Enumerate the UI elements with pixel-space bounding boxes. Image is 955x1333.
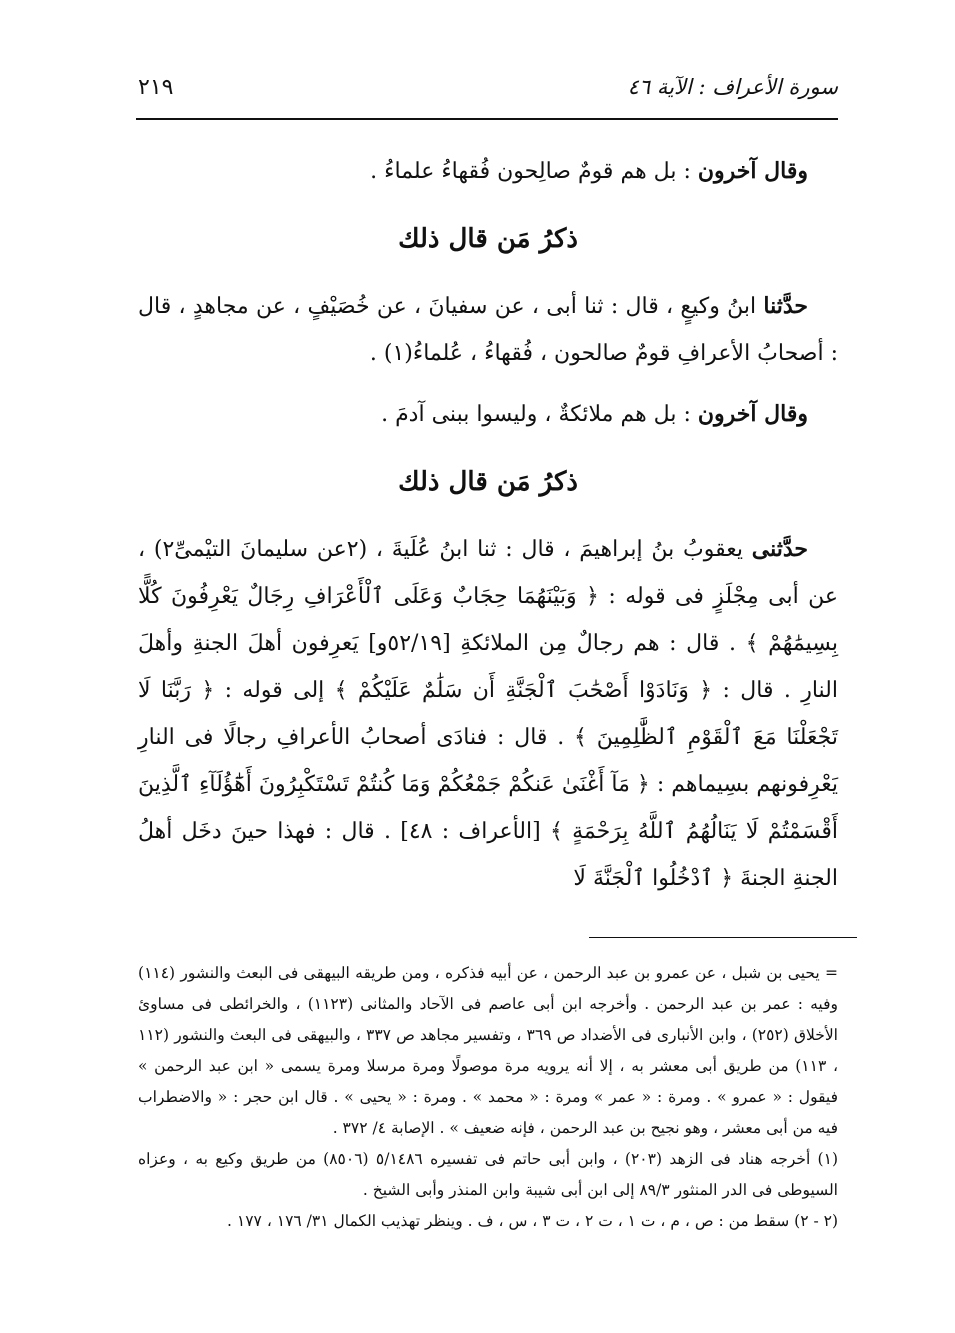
page-number: ٢١٩ — [138, 74, 174, 100]
page-header — [138, 62, 838, 112]
paragraph-3-lead: وقال آخرون — [697, 401, 808, 427]
paragraph-2 — [138, 283, 838, 377]
section-heading-1: ذكرُ مَن قال ذلك — [398, 224, 578, 254]
section-heading-2: ذكرُ مَن قال ذلك — [398, 467, 578, 497]
main-text — [138, 148, 838, 902]
paragraph-1 — [138, 148, 838, 195]
running-title: سورة الأعراف : الآية ٤٦ — [627, 75, 838, 99]
header-rule — [136, 118, 838, 120]
footnote-rule — [589, 937, 857, 938]
footnote-2: (٢ - ٢) سقط من : ص ، م ، ت ١ ، ت ٢ ، ت ٣ ، س ، ف . وينظر تهذيب الكمال ٣١/ ١٧٦ ، ١٧٧ . — [227, 1212, 838, 1230]
paragraph-3-text: : بل هم ملائكةٌ ، وليسوا ببنى آدمَ . — [381, 402, 691, 427]
paragraph-4-text: يعقوبُ بنُ إبراهيمَ ، قال : ثنا ابنُ عُلَيةَ ، (٢عن سليمانَ التيْمىِّ٢) ، عن أبى مِجْلَزٍ فى قوله : ﴿ وَبَيْنَهُمَا حِجَابٌ وَعَلَى ٱلْأَعْرَافِ رِجَالٌ يَعْرِفُونَ كُلًّا بِسِيمَٰهُمْ ﴾ . قال : هم رجالٌ مِن الملائكةِ [٥٢/١٩و] يَعرِفون أهلَ الجنةِ وأهلَ النارِ . قال : ﴿ وَنَادَوْا أَصْحَٰبَ ٱلْجَنَّةِ أَن سَلَٰمٌ عَلَيْكُمْ ﴾ إلى قوله : ﴿ رَبَّنَا لَا تَجْعَلْنَا مَعَ ٱلْقَوْمِ ٱلظَّٰلِمِينَ ﴾ . قال : فنادَى أصحابُ الأعرافِ رجالًا فى النارِ يَعْرِفونهم بسِيماهم : ﴿ مَآ أَغْنَىٰ عَنكُمْ جَمْعُكُمْ وَمَا كُنتُمْ تَسْتَكْبِرُونَ أَهَٰٓؤُلَآءِ ٱلَّذِينَ أَقْسَمْتُمْ لَا يَنَالُهُمُ ٱللَّهُ بِرَحْمَةٍ ﴾ [الأعراف : ٤٨] . قال : فهذا حينَ دخَل أهلُ الجنةِ الجنةَ ﴿ ٱدْخُلُوا ٱلْجَنَّةَ لَا — [138, 537, 838, 891]
paragraph-4 — [138, 526, 838, 902]
paragraph-1-lead: وقال آخرون — [697, 158, 808, 184]
footnotes — [138, 958, 838, 1237]
paragraph-4-lead: حدَّثنى — [751, 536, 808, 562]
paragraph-2-text: ابنُ وكيعٍ ، قال : ثنا أبى ، عن سفيانَ ، عن خُصَيْفٍ ، عن مجاهدٍ ، قال : أصحابُ الأعرافِ قومٌ صالحون ، فُقهاءُ ، عُلماءُ(١) . — [138, 294, 838, 366]
footnote-1: (١) أخرجه هناد فى الزهد (٢٠٣) ، وابن أبى حاتم فى تفسيره ٥/١٤٨٦ (٨٥٠٦) من طريق وكيع به ، وعزاه السيوطى فى الدر المنثور ٨٩/٣ إلى ابن أبى شيبة وابن المنذر وأبى الشيخ . — [138, 1150, 838, 1199]
paragraph-2-lead: حدَّثنا — [763, 293, 808, 319]
footnote-continued: = يحيى بن شبل ، عن عمرو بن عبد الرحمن ، عن أبيه فذكره ، ومن طريقه البيهقى فى البعث والنشور (١١٤) وفيه : عمر بن عبد الرحمن . وأخرجه ابن أبى عاصم فى الآحاد والمثانى (١١٢٣) ، والخرائطى فى مساوئ الأخلاق (٢٥٢) ، وابن الأنبارى فى الأضداد ص ٣٦٩ ، وتفسير مجاهد ص ٣٣٧ ، والبيهقى فى البعث والنشور (١١٢ ، ١١٣) من طريق أبى معشر به ، إلا أنه يرويه مرة موصولًا ومرة مرسلا ومرة يسمى « ابن عبد الرحمن » فيقول : « عمرو » . ومرة : « عمر » ومرة : « محمد » . ومرة : « يحيى » . قال ابن حجر : « والاضطراب فيه من أبى معشر ، وهو نجيح بن عبد الرحمن ، فإنه ضعيف » . الإصابة ٤/ ٣٧٢ . — [138, 964, 838, 1137]
paragraph-3 — [138, 391, 838, 438]
paragraph-1-text: : بل هم قومٌ صالِحون فُقهاءُ علماءُ . — [370, 159, 691, 184]
